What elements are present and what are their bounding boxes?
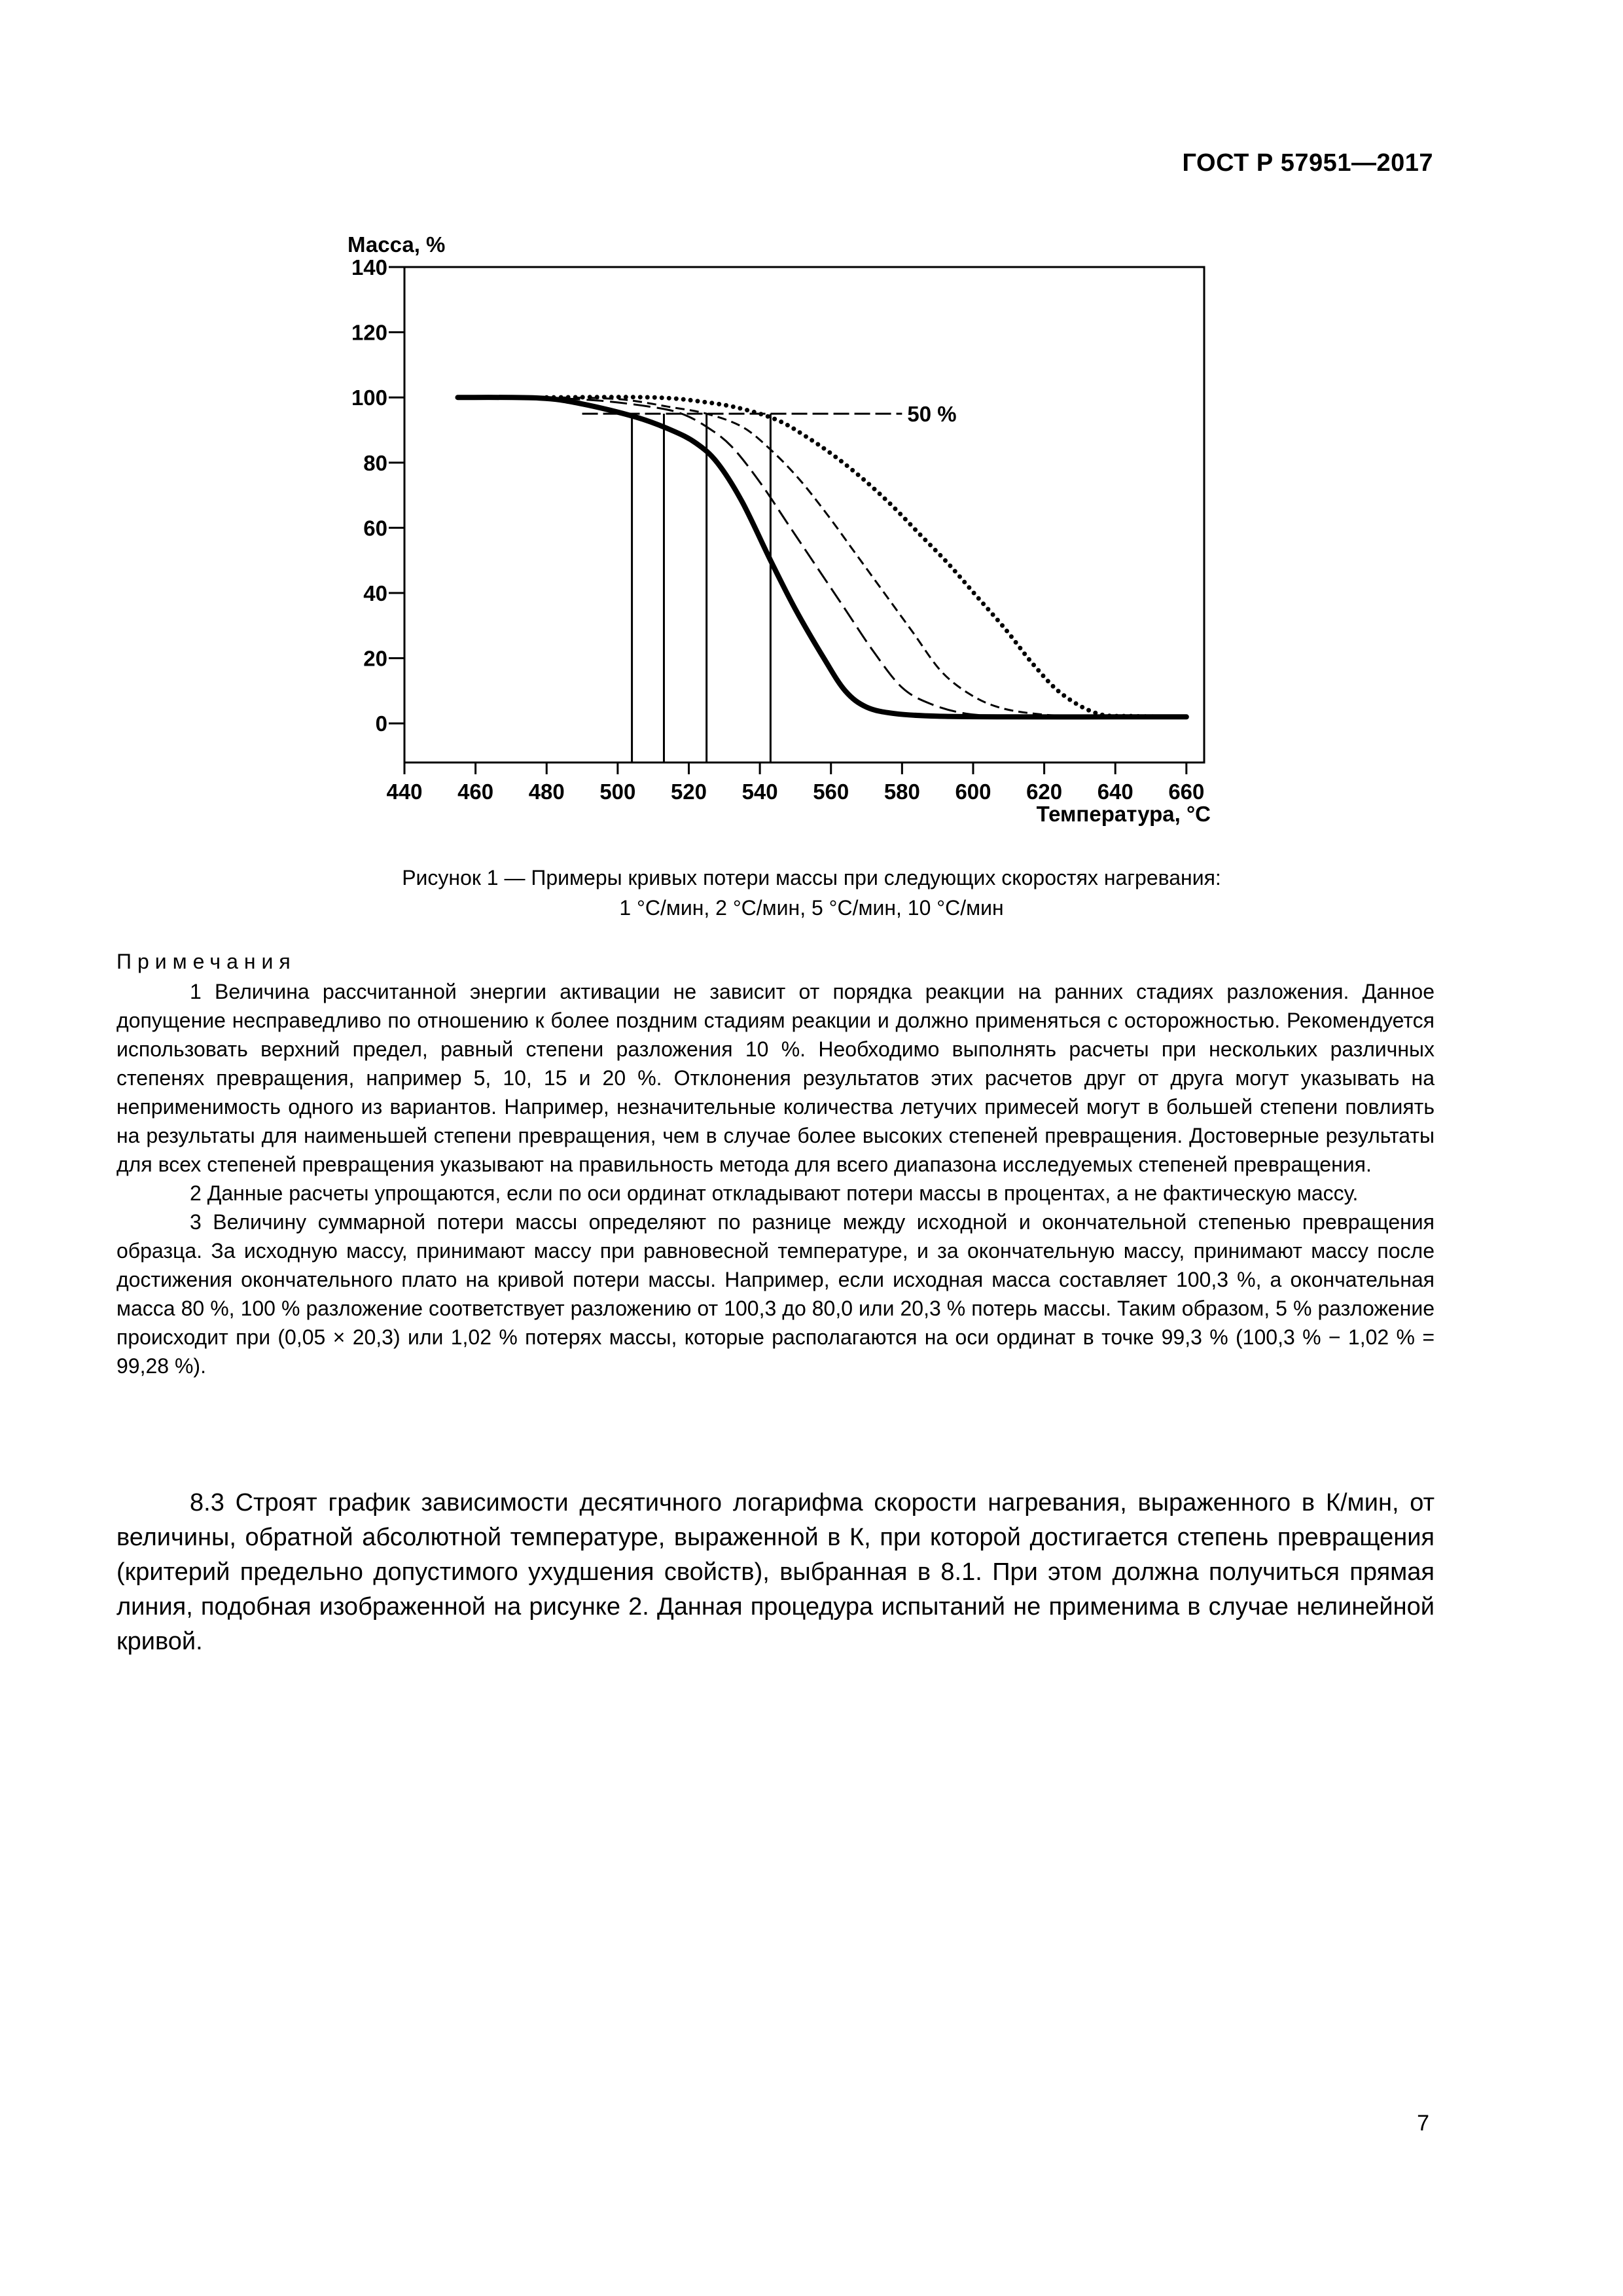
series-line-2 [539, 397, 1186, 717]
series-line-1 [457, 397, 1186, 717]
x-tick-label-1: 460 [457, 780, 494, 804]
section-8-3: 8.3 Строят график зависимости десятичного логарифма скорости нагревания, выраженного в К/мин, от величины, обратной абсолютной температуре, выраженной в К, при которой достигается степень превращения (критерий предельно допустимого ухудшения свойств), выбранная в 8.1. При этом должна получиться прямая линия, подобная изображенной на рисунке 2. Данная процедура испытаний не применима в случае нелинейной кривой. [116, 1489, 1435, 1655]
x-tick-label-2: 480 [528, 780, 565, 804]
y-tick-label-4: 80 [363, 450, 387, 475]
figure-caption [0, 863, 1623, 923]
y-tick-label-5: 100 [351, 386, 387, 410]
reference-label-50: 50 % [907, 402, 957, 427]
plot-frame [404, 267, 1204, 762]
note-1: 1 Величина рассчитанной энергии активации не зависит от порядка реакции на ранних стадиях разложения. Данное допущение несправедливо по отношению к более поздним стадиям реакции и должно применяться с осторожностью. Рекомендуется использовать верхний предел, равный степени разложения 10 %. Необходимо выполнять расчеты при нескольких различных степенях превращения, например 5, 10, 15 и 20 %. Отклонения результатов этих расчетов друг от друга могут указывать на неприменимость одного из вариантов. Например, незначительные количества летучих примесей могут в большей степени повлиять на результаты для наименьшей степени превращения, чем в случае более высоких степеней превращения. Достоверные результаты для всех степеней превращения указывают на правильность метода для всего диапазона исследуемых степеней превращения. [116, 980, 1435, 1176]
x-tick-label-7: 580 [883, 780, 920, 804]
x-tick-label-5: 540 [741, 780, 778, 804]
y-tick-label-2: 40 [363, 581, 387, 606]
figure-caption-line2: 1 °С/мин, 2 °С/мин, 5 °С/мин, 10 °С/мин [619, 896, 1004, 920]
y-tick-label-1: 20 [363, 646, 387, 671]
x-tick-label-4: 520 [670, 780, 707, 804]
mass-loss-chart [0, 0, 1623, 851]
x-tick-label-3: 500 [599, 780, 636, 804]
y-tick-label-7: 140 [351, 255, 387, 279]
notes-block [116, 947, 1435, 1380]
page-number: 7 [1417, 2111, 1429, 2136]
y-axis-label: Масса, % [348, 232, 446, 257]
note-2: 2 Данные расчеты упрощаются, если по оси ординат откладывают потери массы в процентах, а не фактическую массу. [190, 1181, 1359, 1205]
x-tick-label-8: 600 [955, 780, 991, 804]
notes-heading: Примечания [116, 950, 296, 973]
standard-code: ГОСТ Р 57951—2017 [1182, 149, 1433, 177]
series-line-3 [546, 397, 1186, 717]
x-axis-label: Температура, °С [1036, 802, 1211, 826]
x-tick-label-0: 440 [386, 780, 423, 804]
x-tick-label-10: 640 [1097, 780, 1133, 804]
x-tick-label-9: 620 [1026, 780, 1063, 804]
x-tick-label-6: 560 [813, 780, 849, 804]
figure-caption-line1: Рисунок 1 — Примеры кривых потери массы при следующих скоростях нагревания: [402, 866, 1221, 889]
x-tick-label-11: 660 [1168, 780, 1205, 804]
y-tick-label-0: 0 [375, 711, 387, 736]
y-tick-label-6: 120 [351, 320, 387, 345]
note-3: 3 Величину суммарной потери массы определяют по разнице между исходной и окончательной степенью превращения образца. За исходную массу, принимают массу при равновесной температуре, и за окончательную массу, принимают массу после достижения окончательного плато на кривой потери массы. Например, если исходная масса составляет 100,3 %, а окончательная масса 80 %, 100 % разложение соответствует разложению от 100,3 до 80,0 или 20,3 % потерь массы. Таким образом, 5 % разложение происходит при (0,05 × 20,3) или 1,02 % потерях массы, которые располагаются на оси ординат в точке 99,3 % (100,3 % − 1,02 % = 99,28 %). [116, 1210, 1435, 1378]
series-line-4 [546, 397, 1186, 717]
y-tick-label-3: 60 [363, 516, 387, 541]
